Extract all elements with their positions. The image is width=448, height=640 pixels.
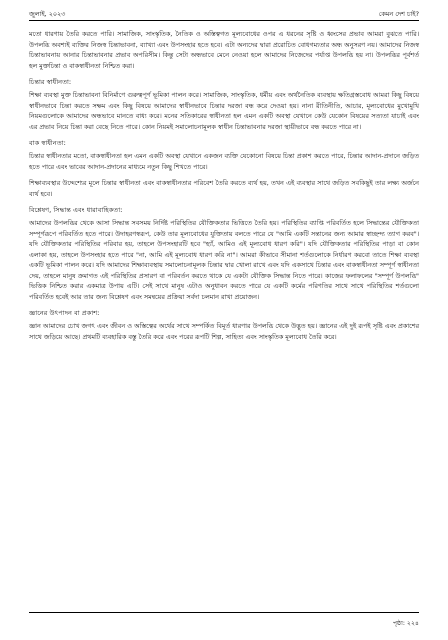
heading-analysis: বিশ্লেষণ, সিদ্ধান্ত এবং ধারাবাহিকতা: bbox=[29, 206, 123, 214]
heading-freedom-of-thought: চিন্তার স্বাধীনতা: bbox=[29, 78, 72, 86]
heading-knowledge: জ্ঞানের উৎপাদন বা প্রকাশ: bbox=[29, 309, 100, 317]
paragraph-freedom-of-thought: শিক্ষা ব্যবস্থা মুক্ত চিন্তাভাবনা বিনির্মাণে গুরুত্বপূর্ণ ভূমিকা পালন করে। সামাজিক, সাংস্কৃতিক, ধর্মীয় এবং অর্থনৈতিক ব্যবস্থায় ক্ষতিগ্রস্তবোধ আমরা কিছু বিষয়ে স্বাধীনভাবে চিন্তা করতে সক্ষম এবং কিছু বিষয়ে আমাদের স্বাধীনভাবে চিন্তার দরজা বন্ধ করে দেওয়া হয়। নানা রীতিনীতি, আচার, মূল্যবোধের মুখোমুখি নিয়মগুলোকে আমাদের অন্ধভাবে মানতে বাধ্য করে। মনের সতিকারের স্বাধীনতা হল এমন একটি অবস্থা যেখানে কেউ যেকোন বিষয়ের সত্যতা যাচাই এবং এর প্রভাব নিয়ে চিন্তা করা বেছে নিতে পারে। কোন নিয়মই সমালোচনামূলক স্বাধীন চিন্তাভাবনার দরজা স্থায়ীভাবে বন্ধ করতে পারে না। bbox=[29, 91, 419, 131]
paragraph-intro: মতো ধারণায় তৈরি করতে পারি। সামাজিক, সাংস্কৃতিক, নৈতিক ও অস্তিত্বগত মূল্যবোধের ওপর এ ধরনের সৃষ্টি ও ধ্বংসের প্রভাব আমরা বুঝতে পারি। উপলব্ধি অবশ্যই ব্যক্তির নিজস্ব চিন্তাভাবনা, ব্যাখ্যা এবং উপসংহার হতে হবে। এটা অন্যদের দ্বারা প্ররোচিত বোধগম্যতার অন্ধ অনুসরণ নয়। আমাদের নিজস্ব চিন্তাভাবনায় আনার চিন্তাভাবনার প্রভাব অপরিসীম। কিন্তু সেটা অন্ধভাবে মেনে নেওয়া হলে আমাদের নিজেদের পর্যাপ্ত উপলব্ধি হয় না। উপলব্ধির পূর্বশর্ত হল মুক্তচিন্তা ও বাকস্বাধীনতা নিশ্চিত করা। bbox=[29, 30, 419, 70]
paragraph-education-system: শিক্ষাব্যবস্থার উদ্দেশ্যের মূলে চিন্তার স্বাধীনতা এবং বাকস্বাধীনতার পরিবেশ তৈরি করতে ব্যর্থ হয়, তখন এই ব্যবস্থার সাথে জড়িত সবকিছুই তার লক্ষ্য অর্জনে ব্যর্থ হবে। bbox=[29, 179, 419, 198]
paragraph-knowledge: জ্ঞান আমাদের চোখ জগৎ এবং জীবন ও অস্তিত্বের অর্থের সাথে সম্পর্কিত বিমূর্ত ধারণার উপলব্ধি থেকে উদ্ভূত হয়। জ্ঞানের এই দুই রূপই সৃষ্টি এবং প্রকাশের সাথে জড়িয়ে আছে। প্রথমটি ব্যবহারিক বস্তু তৈরি করে এবং পরের রূপটি শিল্প, সাহিত্য এবং সাংস্কৃতিক মূল্যবোধ তৈরি করে। bbox=[29, 322, 419, 341]
header-title: কেমন দেশ চাই? bbox=[378, 9, 419, 18]
header-divider bbox=[29, 20, 419, 21]
paragraph-freedom-of-speech: চিন্তার স্বাধীনতার মতো, বাকস্বাধীনতা হল এমন একটি অবস্থা যেখানে একজন ব্যক্তি যেকোনো বিষয়ে চিন্তা প্রকাশ করতে পারে, চিন্তার আদান-প্রদানে জড়িত হতে পারে এবং ভাবের আদান-প্রদানের মাধ্যমে নতুন কিছু শিখতে পারে। bbox=[29, 152, 419, 171]
footer-divider bbox=[29, 612, 419, 613]
page-body bbox=[29, 29, 419, 342]
paragraph-analysis: আমাদের উপলব্ধির থেকে আসা সিদ্ধান্ত সবসময় নির্দিষ্ট পরিস্থিতির যৌক্তিকতার ভিত্তিতে তৈরি হয়। পরিস্থিতির ব্যাপ্তি পরিবর্তিত হলে সিদ্ধান্তের যৌক্তিকতা সম্পূর্ণরূপে পরিবর্তিত হতে পারে। উদাহরণস্বরূপ, কেউ তার মূল্যবোধের যুক্তিতায় বলতে পারে যে "আমি একটি সন্তানের জন্য আমার স্বাচ্ছন্দ্য ত্যাগ করব"। যদি যৌক্তিকতার পরিস্থিতির পরিবার হয়, তাহলে উপসংহারটি হবে "হ্যাঁ, আমিও এই মূল্যবোধ ধারণ করি"। যদি যৌক্তিকতার পরিস্থিতির পাড়া বা কোন এলাকা হয়, তাহলে উপসংহার হতে পারে "না, আমি এই মূল্যবোধ ধারণ করি না"। আমরা কীভাবে সীমানা শর্তগুলোকে নির্ধারণ করবো তাতে শিক্ষা ব্যবস্থা একটি ভূমিকা পালন করে। যদি আমাদের শিক্ষাব্যবস্থায় সমালোচনামূলক চিন্তার দ্বার খোলা রাখে এবং যদি একসাথে চিন্তার এবং বাকস্বাধীনতা সম্পূর্ণ স্বাধীনতা দেয়, তাহলে মানুষ ক্রমাগত এই পরিস্থিতির প্রসারণ বা পরিবর্তন করতে থাকে যে একটা যৌক্তিক সিদ্ধান্ত নিতে পারে। কাজের ফলাফলের "সম্পূর্ণ উপলব্ধি" ভিত্তিক নিশ্চিত করার একমাত্র উপায় এটি। সেই সাথে মানুষ এটাও অনুধাবন করতে পারে যে একটি কর্মের পরিণতির সাথে সাথে পরিস্থিতির শর্তগুলো পরিবর্তিত হবেই আর তার জন্য বিশ্লেষণ এবং সমন্বয়ের প্রক্রিয়া সর্বদা চলমান রাখা প্রয়োজন। bbox=[29, 219, 419, 301]
page-number: পৃষ্ঠা: ২২৪ bbox=[392, 620, 419, 627]
heading-freedom-of-speech: বাক স্বাধীনতা: bbox=[29, 139, 66, 147]
header-date: জুলাই, ২০২৩ bbox=[29, 9, 66, 18]
page-header bbox=[29, 8, 419, 20]
